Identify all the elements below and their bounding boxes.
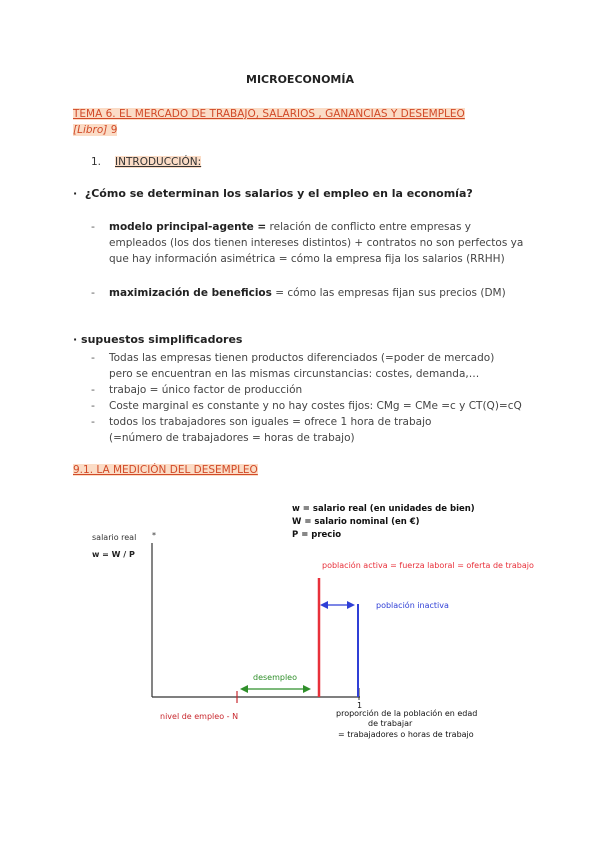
dash-bullet: - [91, 286, 95, 299]
libro-reference [73, 124, 117, 136]
y-axis-formula: w = W / P [92, 550, 135, 559]
unemployment-arrow-head-right [303, 685, 311, 693]
subsection-title: 9.1. LA MEDICIÓN DEL DESEMPLEO [73, 464, 258, 476]
libro-number: 9 [110, 124, 118, 136]
unemployment-label: desempleo [253, 673, 297, 682]
x-axis-label-3: = trabajadores o horas de trabajo [338, 730, 474, 739]
bullet-principal-agente [109, 219, 529, 267]
bullet-text: = cómo las empresas fijan sus precios (DM) [271, 287, 506, 299]
tema-heading [73, 108, 465, 120]
x-axis-label-1: proporción de la población en edad [336, 709, 478, 718]
y-axis-top-mark: * [152, 531, 156, 540]
bullet-productos: Todas las empresas tienen productos diferenciados (=poder de mercado) pero se encuentran en las mismas circunstancias: costes, demanda,… [109, 352, 495, 380]
dash-bullet: - [91, 383, 95, 396]
bullet-maximizacion [109, 285, 529, 301]
bullet-trabajadores: todos los trabajadores son iguales = ofrece 1 hora de trabajo (=número de trabajadores = horas de trabajo) [109, 416, 432, 444]
bullet-text: relación de conflicto entre empresas y empleados (los dos tienen intereses distintos) + contratos no son perfectos ya que hay información asimétrica = cómo la empresa fija los salarios (RRHH) [109, 221, 524, 265]
legend-P: P = precio [292, 530, 342, 540]
inactive-arrow-head-left [320, 601, 328, 609]
x-one-label: 1 [357, 701, 363, 710]
page-title: MICROECONOMÍA [246, 73, 354, 86]
bullet-bold: maximización de beneficios [109, 287, 272, 299]
labor-force-label: población activa = fuerza laboral = oferta de trabajo [322, 561, 534, 570]
x-axis-label-2: de trabajar [368, 719, 413, 728]
supuestos-title: supuestos simplificadores [81, 333, 243, 346]
tema-title: TEMA 6. EL MERCADO DE TRABAJO, SALARIOS , GANANCIAS Y DESEMPLEO [73, 108, 465, 120]
dash-bullet: - [91, 415, 95, 428]
n-axis-label: nivel de empleo - N [160, 712, 239, 721]
libro-label: [Libro] [73, 124, 108, 136]
inactive-label: población inactiva [376, 601, 449, 610]
section-title: INTRODUCCIÓN: [115, 156, 202, 168]
subsection-heading [73, 464, 258, 476]
unemployment-arrow-head-left [240, 685, 248, 693]
legend-w: w = salario real (en unidades de bien) [292, 504, 475, 514]
legend-W: W = salario nominal (en €) [292, 517, 420, 527]
supuestos-heading: · supuestos simplificadores [73, 333, 243, 346]
question-text: ¿Cómo se determinan los salarios y el empleo en la economía? [84, 187, 473, 200]
libro-box [73, 124, 117, 136]
inactive-arrow-head-right [347, 601, 355, 609]
question-line: · ¿Cómo se determinan los salarios y el empleo en la economía? [73, 187, 473, 200]
dash-bullet: - [91, 399, 95, 412]
bullet-bold: modelo principal-agente = [109, 221, 267, 233]
bullet-trabajo: trabajo = único factor de producción [109, 384, 303, 396]
bullet-coste-marginal: Coste marginal es constante y no hay costes fijos: CMg = CMe =c y CT(Q)=cQ [109, 400, 522, 412]
dash-bullet: - [91, 351, 95, 364]
y-axis-label: salario real [92, 533, 137, 542]
dash-bullet: - [91, 220, 95, 233]
section-number: 1. [91, 156, 102, 168]
section-heading [91, 156, 201, 168]
